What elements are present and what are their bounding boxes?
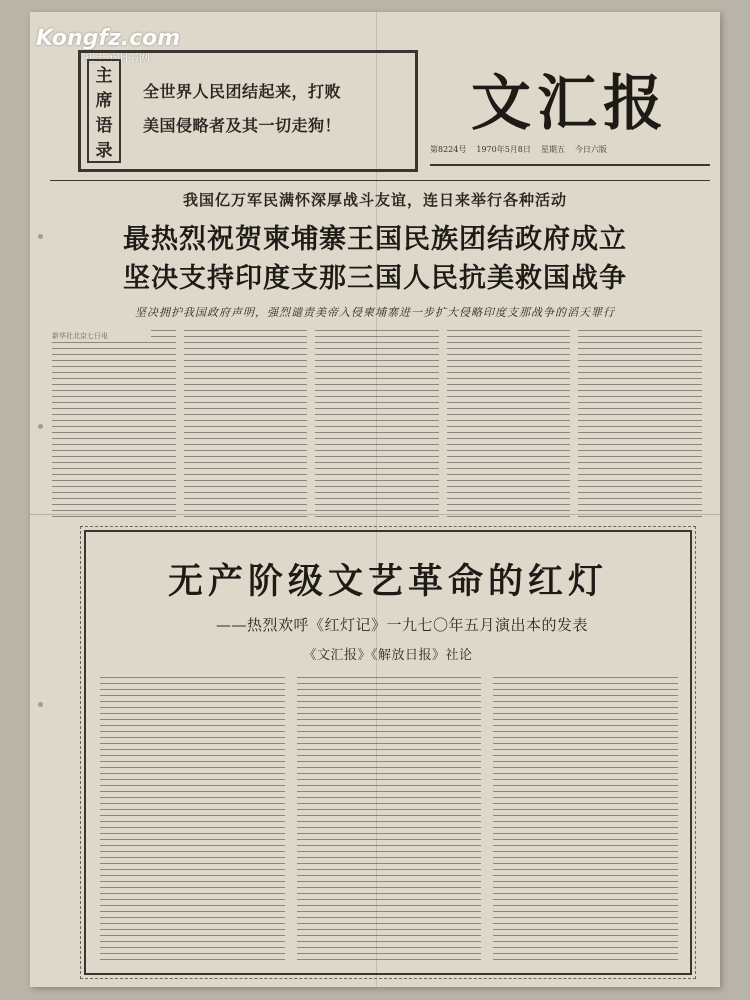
editorial-title: 无产阶级文艺革命的红灯 (167, 562, 608, 602)
binding-hole (38, 424, 43, 429)
quote-text (143, 75, 403, 143)
newspaper-page (30, 12, 720, 987)
lead-kicker: 我国亿万军民满怀深厚战斗友谊，连日来举行各种活动 (182, 191, 567, 209)
chairman-quote-box (78, 50, 418, 172)
watermark-subtitle: 孔夫子旧书网 (84, 51, 150, 64)
quote-label-char: 席 (95, 91, 113, 111)
text-column (493, 677, 678, 962)
text-column (184, 330, 308, 522)
issue-note: 今日六版 (574, 145, 607, 154)
lead-subhead: 坚决拥护我国政府声明，强烈谴责美帝入侵柬埔寨进一步扩大侵略印度支那战争的滔天罪行 (135, 306, 615, 319)
editorial-box (84, 530, 692, 975)
masthead-title: 文汇报 (471, 69, 669, 139)
quote-line-1: 全世界人民团结起来，打败 (143, 82, 342, 101)
article-dateline: 新华社北京七日电 (52, 330, 151, 342)
text-column (297, 677, 482, 962)
binding-hole (38, 702, 43, 707)
quote-label-char: 主 (95, 66, 113, 86)
dateline (430, 144, 715, 155)
text-column (100, 677, 285, 962)
text-column (52, 330, 176, 522)
text-column (447, 330, 571, 522)
lead-article-body (52, 330, 702, 522)
watermark-brand: Kongfz.com (36, 26, 181, 51)
quote-label (87, 59, 121, 163)
text-column (315, 330, 439, 522)
text-column (578, 330, 702, 522)
header-divider (50, 180, 710, 181)
issue-weekday: 星期五 (540, 145, 565, 154)
issue-date: 1970年5月8日 (476, 145, 531, 154)
editorial-source: 《文汇报》《解放日报》社论 (303, 648, 473, 663)
editorial-subtitle: ——热烈欢呼《红灯记》一九七〇年五月演出本的发表 (216, 616, 589, 634)
issue-number: 第8224号 (430, 145, 467, 154)
lead-headline-1: 最热烈祝贺柬埔寨王国民族团结政府成立 (123, 224, 627, 255)
lead-headline-2: 坚决支持印度支那三国人民抗美救国战争 (123, 263, 627, 294)
quote-label-char: 录 (95, 141, 113, 161)
masthead-rule (430, 164, 710, 166)
quote-label-char: 语 (95, 116, 113, 136)
editorial-body (100, 677, 678, 962)
quote-line-2: 美国侵略者及其一切走狗！ (143, 116, 342, 135)
